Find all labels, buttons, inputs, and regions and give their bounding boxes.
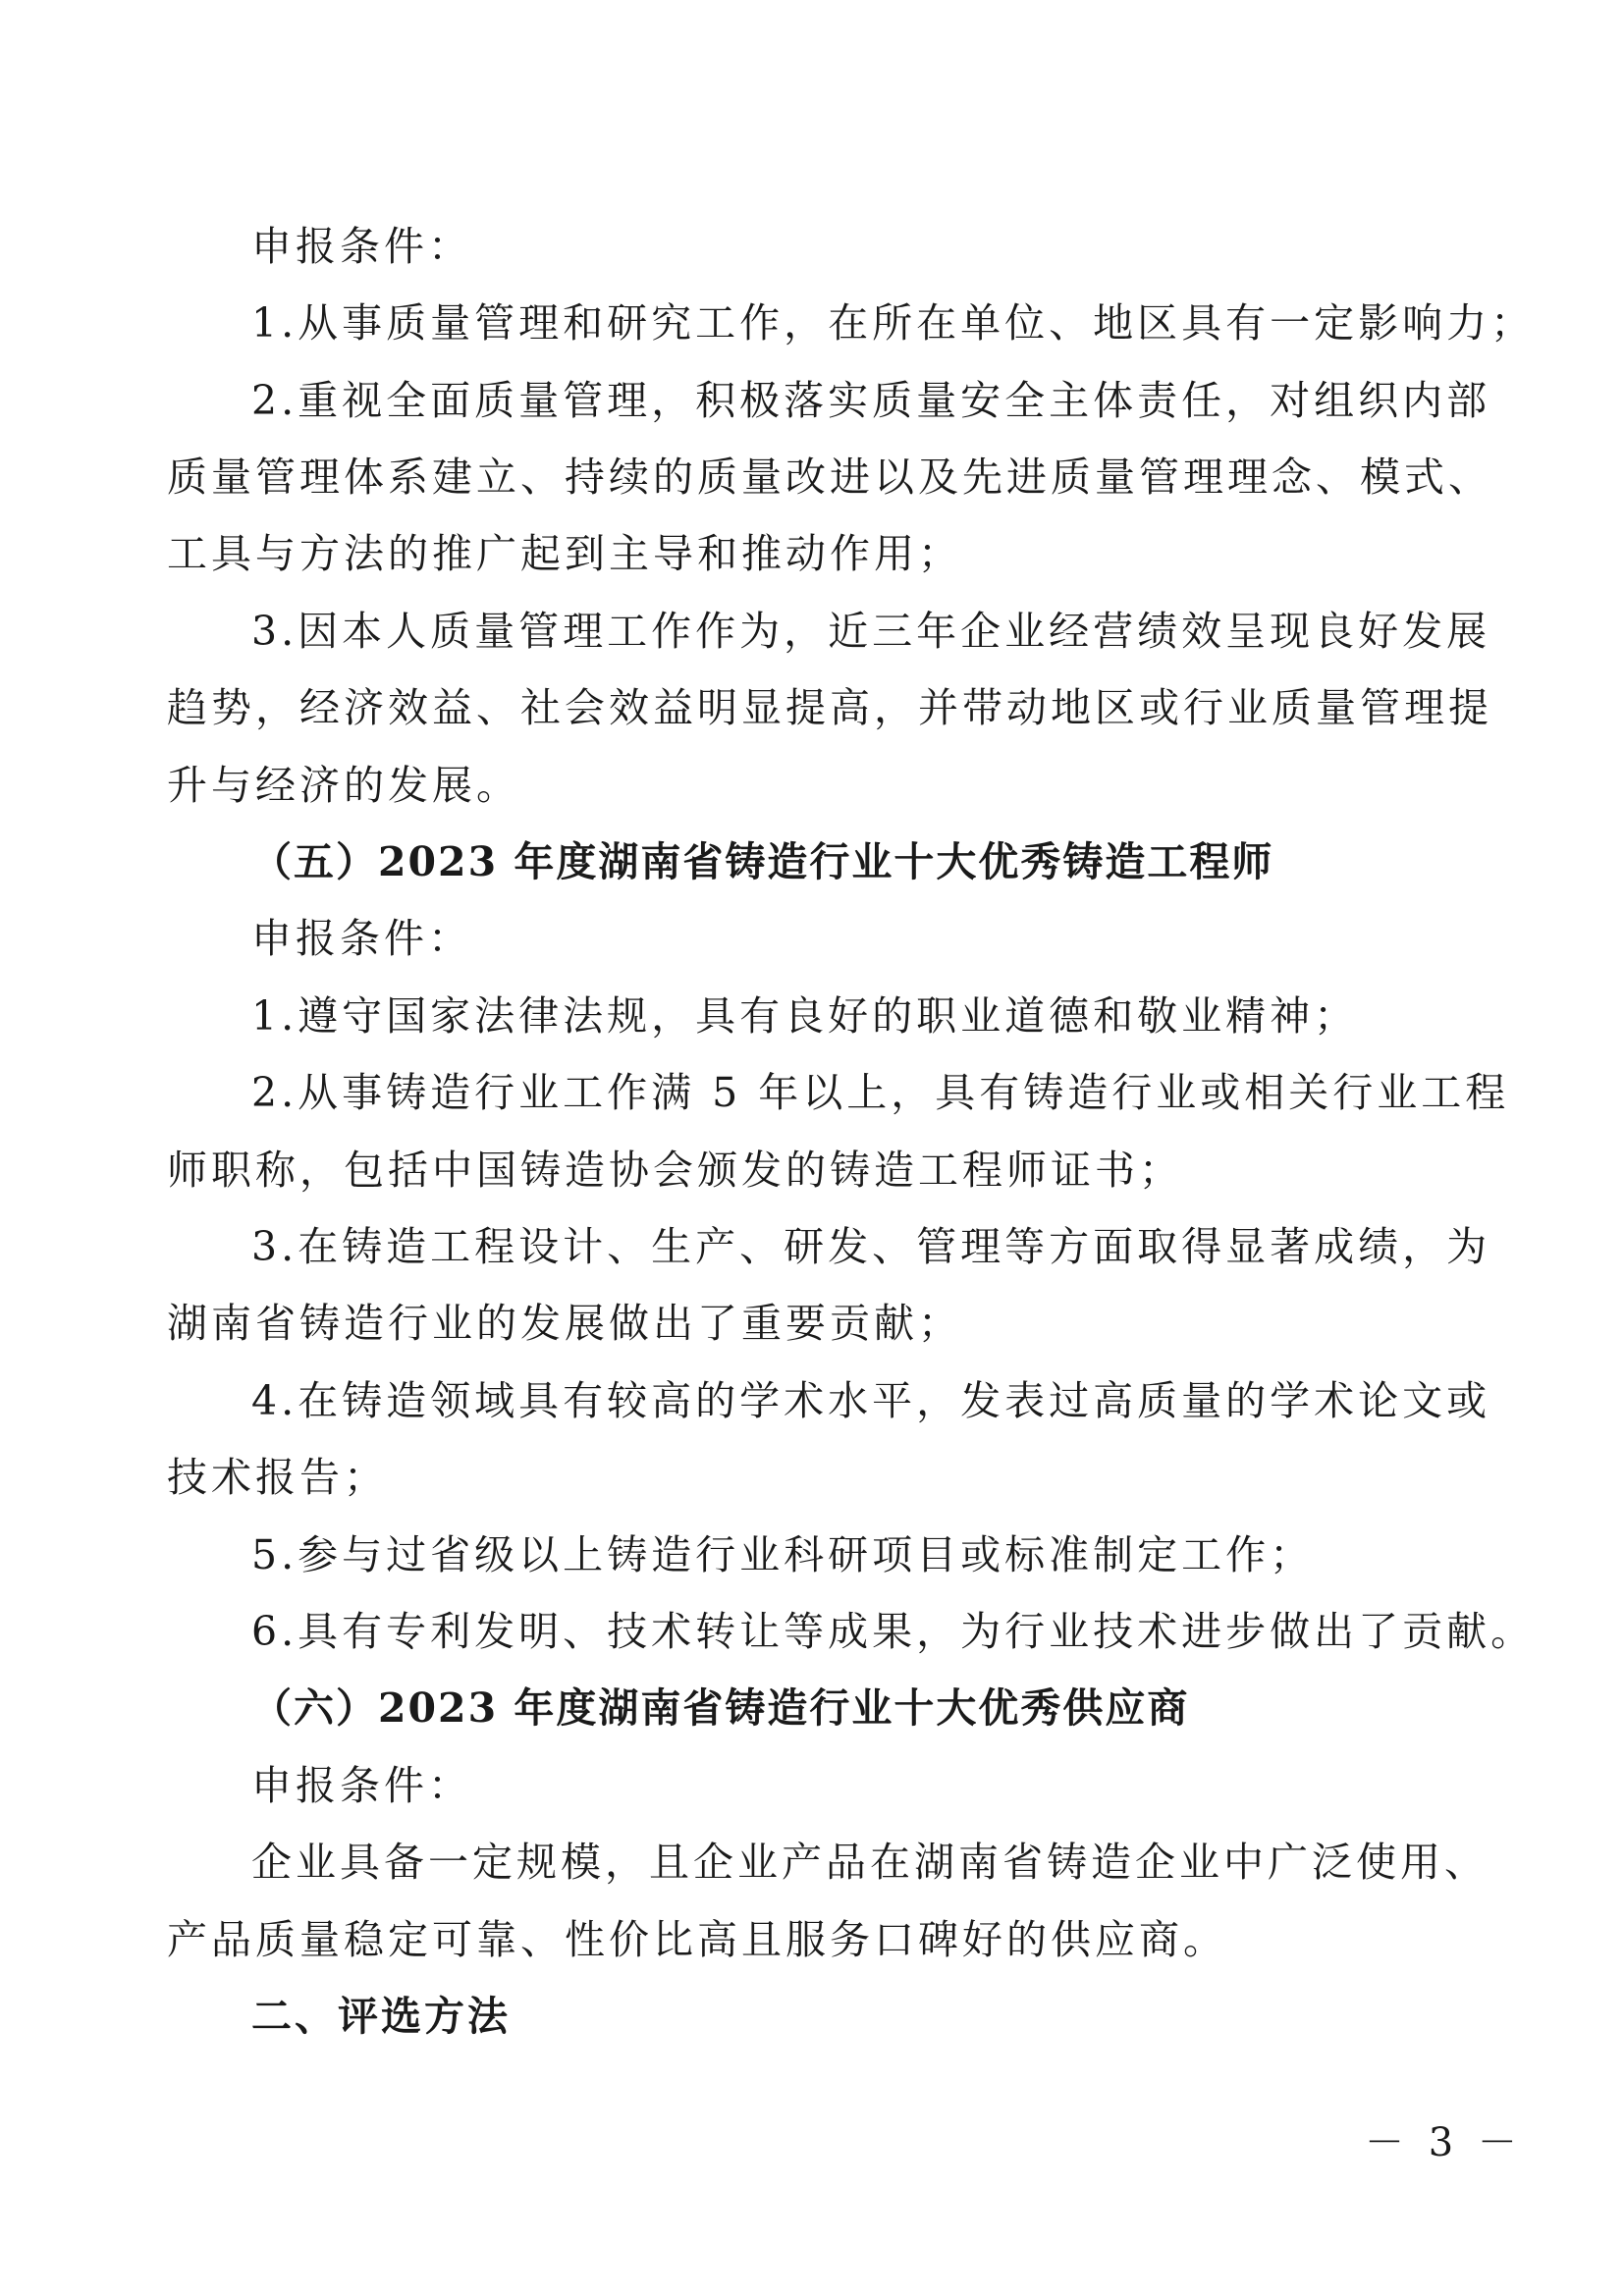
- section-heading-6: （六）2023 年度湖南省铸造行业十大优秀供应商: [251, 1684, 1190, 1732]
- condition-item-2: 2.重视全面质量管理，积极落实质量安全主体责任，对组织内部: [251, 377, 1491, 424]
- condition-item-2: 2.从事铸造行业工作满 5 年以上，具有铸造行业或相关行业工程: [251, 1069, 1510, 1116]
- section-heading-evaluation-method: 二、评选方法: [251, 1993, 511, 2040]
- application-conditions-label: 申报条件：: [251, 223, 472, 270]
- condition-item-4: 4.在铸造领域具有较高的学术水平，发表过高质量的学术论文或: [251, 1377, 1491, 1424]
- condition-item-3: 3.在铸造工程设计、生产、研发、管理等方面取得显著成绩，为: [251, 1223, 1491, 1270]
- supplier-condition-cont: 产品质量稳定可靠、性价比高且服务口碑好的供应商。: [167, 1916, 1227, 1963]
- page-number: － 3 －: [1365, 2120, 1523, 2165]
- condition-item-2-cont: 质量管理体系建立、持续的质量改进以及先进质量管理理念、模式、: [167, 454, 1492, 501]
- condition-item-1: 1.遵守国家法律法规，具有良好的职业道德和敬业精神；: [251, 992, 1359, 1040]
- condition-item-5: 5.参与过省级以上铸造行业科研项目或标准制定工作；: [251, 1531, 1315, 1578]
- condition-item-2-cont: 工具与方法的推广起到主导和推动作用；: [167, 530, 962, 577]
- condition-item-4-cont: 技术报告；: [167, 1454, 388, 1501]
- section-heading-5: （五）2023 年度湖南省铸造行业十大优秀铸造工程师: [251, 838, 1274, 885]
- application-conditions-label: 申报条件：: [251, 1762, 472, 1809]
- condition-item-3: 3.因本人质量管理工作作为，近三年企业经营绩效呈现良好发展: [251, 608, 1491, 655]
- condition-item-3-cont: 湖南省铸造行业的发展做出了重要贡献；: [167, 1300, 962, 1347]
- application-conditions-label: 申报条件：: [251, 915, 472, 962]
- condition-item-3-cont: 升与经济的发展。: [167, 762, 520, 809]
- condition-item-3-cont: 趋势，经济效益、社会效益明显提高，并带动地区或行业质量管理提: [167, 684, 1492, 731]
- condition-item-6: 6.具有专利发明、技术转让等成果，为行业技术进步做出了贡献。: [251, 1608, 1536, 1655]
- supplier-condition: 企业具备一定规模，且企业产品在湖南省铸造企业中广泛使用、: [251, 1839, 1489, 1886]
- condition-item-1: 1.从事质量管理和研究工作，在所在单位、地区具有一定影响力；: [251, 299, 1536, 347]
- condition-item-2-cont: 师职称，包括中国铸造协会颁发的铸造工程师证书；: [167, 1147, 1183, 1194]
